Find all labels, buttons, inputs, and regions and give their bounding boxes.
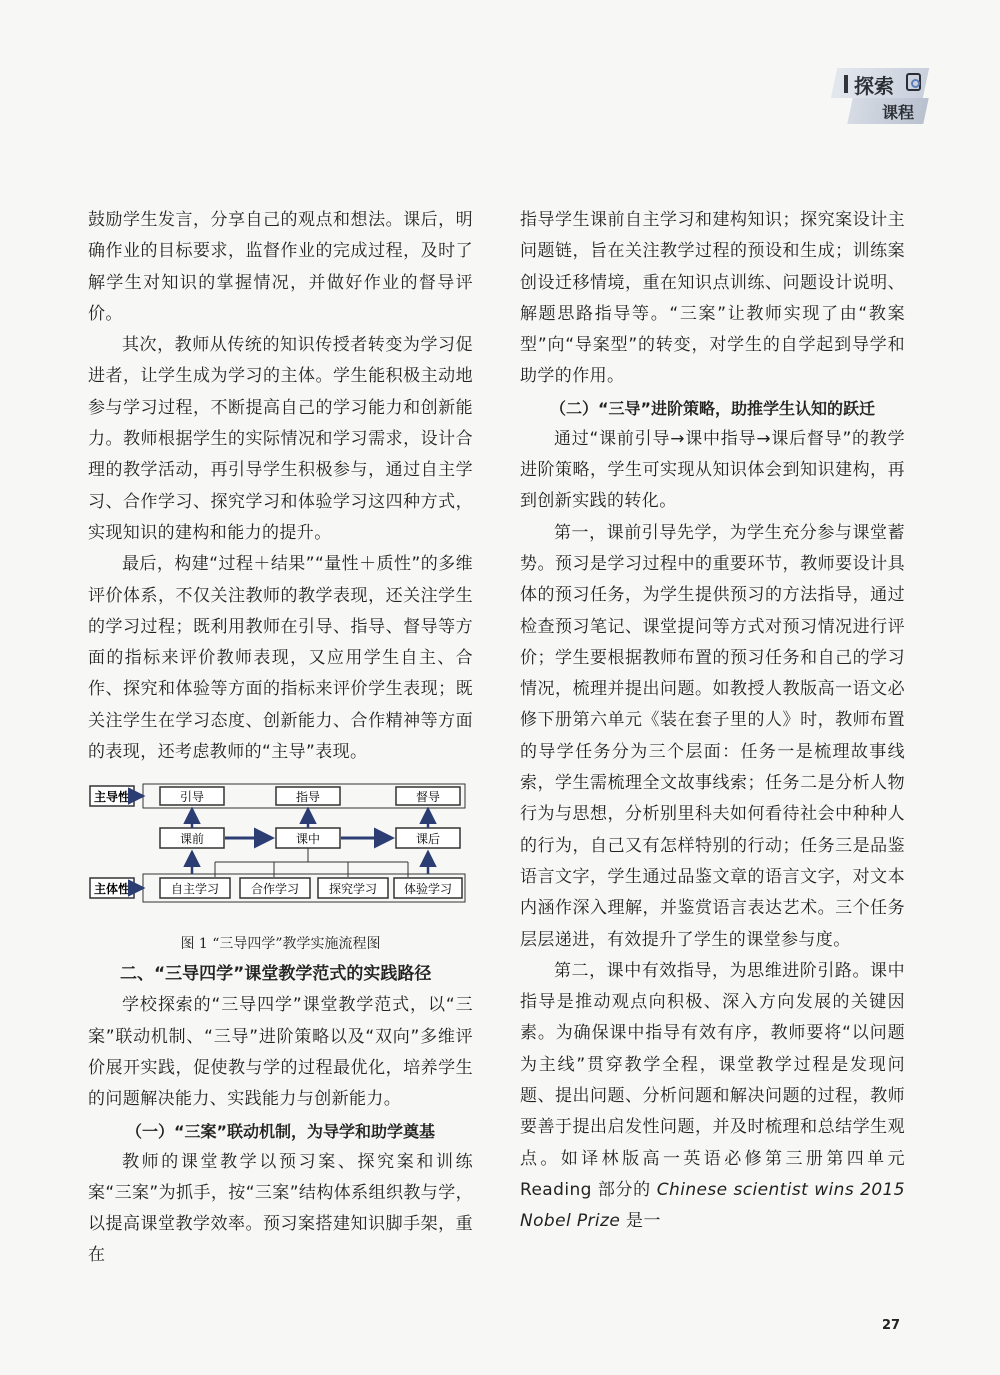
subsection-heading: （一）“三案”联动机制，为导学和助学奠基 <box>125 1121 436 1141</box>
section-tag-bar <box>844 75 848 93</box>
box-kehou-label: 课后 <box>415 832 441 847</box>
paragraph: 鼓励学生发言，分享自己的观点和想法。课后，明确作业的目标要求，监督作业的完成过程，及时了解学生对知识的掌握情况，并做好作业的督导评价。 <box>88 210 473 324</box>
box-kezhong-label: 课中 <box>295 832 321 847</box>
subsection-heading: （二）“三导”进阶策略，助推学生认知的跃迁 <box>549 398 876 418</box>
paragraph: 第一，课前引导先学，为学生充分参与课堂蓄势。预习是学习过程中的重要环节，教师要设计具体的预习任务，为学生提供预习的方法指导，通过检查预习笔记、课堂提问等方式对预习情况进行评价；学生要根据教师布置的预习任务和自己的学习情况，梳理并提出问题。如教授人教版高一语文必修下册第六单元《装在套子里的人》时，教师布置的导学任务分为三个层面：任务一是梳理故事线索，学生需梳理全文故事线索；任务二是分析人物行为与思想，分析别里科夫如何看待社会中种种人的行为，自己又有怎样特别的行动；任务三是品鉴语言文字，学生通过品鉴文章的语言文字，对文本内涵作深入理解，并鉴赏语言表达艺术。三个任务层层递进，有效提升了学生的课堂参与度。 <box>520 522 905 950</box>
paragraph: 通过“课前引导→课中指导→课后督导”的教学进阶策略，学生可实现从知识体会到知识建构，再到创新实践的转化。 <box>520 428 905 512</box>
left-column <box>88 205 473 1272</box>
section-tag <box>820 68 926 124</box>
paragraph-text: 是一 <box>620 1211 661 1232</box>
flowchart-figure <box>88 780 473 915</box>
paragraph: 其次，教师从传统的知识传授者转变为学习促进者，让学生成为学习的主体。学生能积极主动地参与学习过程，不断提高自己的学习能力和创新能力。教师根据学生的实际情况和学习需求，设计合理的教学活动，再引导学生积极参与，通过自主学习、合作学习、探究学习和体验学习这四种方式，实现知识的建构和能力的提升。 <box>88 335 473 543</box>
box-dudao-label: 督导 <box>415 790 441 805</box>
box-zizhu-label: 自主学习 <box>170 882 220 897</box>
paragraph: 教师的课堂教学以预习案、探究案和训练案“三案”为抓手，按“三案”结构体系组织教与学，以提高课堂教学效率。预习案搭建知识脚手架，重在 <box>88 1151 473 1266</box>
article-title: Chinese scientist wins 2015 Nobel Prize <box>520 1179 905 1232</box>
section-heading: 二、“三导四学”课堂教学范式的实践路径 <box>120 964 432 985</box>
right-column <box>520 205 905 1238</box>
document-icon <box>906 73 921 91</box>
label-zhudaoxing: 主导性 <box>93 790 131 805</box>
box-zhidao-label: 指导 <box>295 790 321 805</box>
figure-caption: 图 1 “三导四学”教学实施流程图 <box>180 936 381 953</box>
section-subtitle: 课程 <box>882 103 915 122</box>
paragraph: 最后，构建“过程＋结果”“量性＋质性”的多维评价体系，不仅关注教师的教学表现，还关注学生的学习过程；既利用教师在引导、指导、督导等方面的指标来评价教师表现，又应用学生自主、合作、探究和体验等方面的指标来评价学生表现；既关注学生在学习态度、创新能力、合作精神等方面的表现，还考虑教师的“主导”表现。 <box>88 554 473 763</box>
paragraph <box>520 956 905 1238</box>
flowchart <box>88 780 473 915</box>
box-tiyan-label: 体验学习 <box>403 882 453 897</box>
box-hezuo-label: 合作学习 <box>250 882 300 897</box>
box-tanjiu-label: 探究学习 <box>328 882 378 897</box>
paragraph: 学校探索的“三导四学”课堂教学范式，以“三案”联动机制、“三导”进阶策略以及“双向”多维评价展开实践，促使教与学的过程最优化，培养学生的问题解决能力、实践能力与创新能力。 <box>88 995 473 1110</box>
label-zhutixing: 主体性 <box>93 882 131 897</box>
paragraph: 指导学生课前自主学习和建构知识；探究案设计主问题链，旨在关注教学过程的预设和生成；训练案创设迁移情境，重在知识点训练、问题设计说明、解题思路指导等。“三案”让教师实现了由“教案型”向“导案型”的转变，对学生的自学起到导学和助学的作用。 <box>520 210 905 387</box>
box-yindao-label: 引导 <box>179 790 205 805</box>
paragraph-text: 第二，课中有效指导，为思维进阶引路。课中指导是推动观点向积极、深入方向发展的关键因素。为确保课中指导有效有序，教师要将“以问题为主线”贯穿教学全程，课堂教学过程是发现问题、提出问题、分析问题和解决问题的过程，教师要善于提出启发性问题，并及时梳理和总结学生观点。如译林版高一英语必修第三册第四单元 Reading 部分的 <box>520 960 905 1200</box>
box-keqian-label: 课前 <box>179 832 205 847</box>
section-title: 探索 <box>854 74 894 98</box>
page-number: 27 <box>882 1318 901 1333</box>
